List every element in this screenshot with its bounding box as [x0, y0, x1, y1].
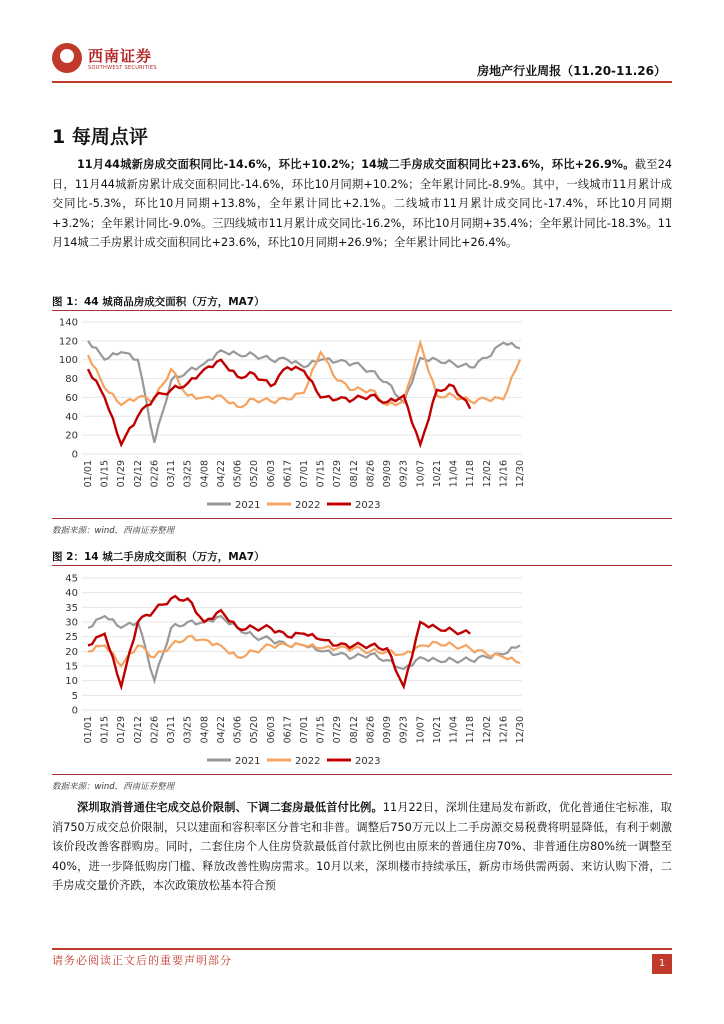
- figure-2-source: 数据来源：wind，西南证券整理: [52, 782, 175, 792]
- x-tick-label: 12/16: [498, 716, 510, 744]
- x-tick-label: 03/25: [182, 716, 194, 744]
- y-tick-label: 100: [58, 355, 78, 367]
- y-tick-label: 30: [65, 617, 78, 629]
- y-tick-label: 35: [65, 602, 78, 614]
- x-tick-label: 11/18: [465, 460, 477, 488]
- x-tick-label: 02/26: [149, 460, 161, 488]
- x-tick-label: 01/01: [83, 716, 94, 744]
- x-tick-label: 11/18: [465, 716, 477, 744]
- x-tick-label: 12/16: [498, 460, 510, 488]
- x-tick-label: 06/03: [265, 716, 277, 744]
- x-tick-label: 01/15: [99, 460, 111, 488]
- y-tick-label: 40: [65, 588, 78, 600]
- series-line-2021: [88, 616, 520, 681]
- company-logo: [52, 43, 162, 77]
- figure-2-title: 图 2：14 城二手房成交面积（万方，MA7）: [52, 551, 265, 563]
- x-tick-label: 07/01: [299, 460, 310, 488]
- y-tick-label: 25: [65, 632, 78, 644]
- x-tick-label: 11/04: [448, 460, 460, 488]
- y-tick-label: 120: [58, 336, 78, 348]
- x-tick-label: 01/15: [99, 716, 111, 744]
- y-tick-label: 40: [65, 411, 78, 423]
- x-tick-label: 03/11: [166, 460, 178, 488]
- x-tick-label: 05/20: [249, 460, 261, 488]
- paragraph-body: 11月22日，深圳住建局发布新政，优化普通住宅标准，取消750万成交总价限制，只以建面和容积率区分普宅和非普。调整后750万元以上二手房源交易税费将明显降低，有利于刺激该价段改善客群购房。同时，二套住房个人住房贷款最低首付款比例也由原来的普通住房70%、非普通住房80%统一调整至40%，进一步降低购房门槛、释放改善性购房需求。10月以来，深圳楼市持续承压，新房市场供需两弱、来访认购下滑，二手房成交量价齐跌，本次政策放松基本符合预: [52, 801, 672, 892]
- x-tick-label: 04/08: [199, 716, 211, 744]
- x-tick-label: 03/11: [166, 716, 178, 744]
- paragraph-shenzhen-policy: [52, 798, 672, 896]
- y-tick-label: 60: [65, 392, 78, 404]
- chart-14-city-resale-sales: [52, 570, 672, 772]
- x-tick-label: 10/07: [415, 460, 427, 488]
- x-tick-label: 03/25: [182, 460, 194, 488]
- x-tick-label: 10/21: [431, 716, 443, 744]
- x-tick-label: 12/30: [515, 460, 526, 488]
- figure-1-title: 图 1：44 城商品房成交面积（万方，MA7）: [52, 296, 265, 308]
- x-tick-label: 11/04: [448, 716, 460, 744]
- legend-label: 2022: [295, 500, 321, 511]
- x-tick-label: 07/15: [315, 460, 327, 488]
- x-tick-label: 05/06: [232, 460, 244, 488]
- legend-label: 2021: [235, 756, 261, 767]
- x-tick-label: 09/23: [398, 716, 410, 744]
- y-tick-label: 0: [71, 705, 78, 717]
- x-tick-label: 05/20: [249, 716, 261, 744]
- section-title: 1 每周点评: [52, 126, 148, 148]
- figure-1-top-rule: [52, 310, 672, 311]
- x-tick-label: 06/17: [282, 460, 294, 488]
- y-tick-label: 10: [65, 676, 78, 688]
- x-tick-label: 10/21: [431, 460, 443, 488]
- legend-label: 2021: [235, 500, 261, 511]
- page-number: 1: [652, 954, 672, 974]
- x-tick-label: 02/26: [149, 716, 161, 744]
- footer-divider: [52, 948, 672, 950]
- report-title: 房地产行业周报（11.20-11.26）: [477, 64, 666, 78]
- logo-name-cn: 西南证券: [88, 47, 153, 65]
- y-tick-label: 0: [71, 449, 78, 461]
- x-tick-label: 02/12: [132, 460, 144, 488]
- x-tick-label: 12/02: [481, 716, 493, 744]
- x-tick-label: 01/01: [83, 460, 94, 488]
- paragraph-lead: 深圳取消普通住宅成交总价限制、下调二套房最低首付比例。: [77, 801, 383, 814]
- x-tick-label: 08/26: [365, 716, 377, 744]
- y-tick-label: 140: [58, 317, 78, 329]
- y-tick-label: 15: [65, 661, 78, 673]
- x-tick-label: 06/17: [282, 716, 294, 744]
- x-tick-label: 09/23: [398, 460, 410, 488]
- legend-label: 2022: [295, 756, 321, 767]
- x-tick-label: 08/26: [365, 460, 377, 488]
- paragraph-lead: 11月44城新房成交面积同比-14.6%，环比+10.2%；14城二手房成交面积同比+23.6%，环比+26.9%。: [77, 158, 635, 171]
- paragraph-weekly-review: [52, 155, 672, 253]
- x-tick-label: 04/22: [215, 460, 227, 488]
- x-tick-label: 08/12: [348, 460, 360, 488]
- x-tick-label: 09/09: [382, 460, 394, 488]
- figure-2-top-rule: [52, 565, 672, 566]
- x-tick-label: 10/07: [415, 716, 427, 744]
- figure-1-bottom-rule: [52, 518, 672, 519]
- x-tick-label: 07/01: [299, 716, 310, 744]
- x-tick-label: 04/08: [199, 460, 211, 488]
- y-tick-label: 5: [71, 690, 78, 702]
- x-tick-label: 01/29: [116, 460, 128, 488]
- x-tick-label: 05/06: [232, 716, 244, 744]
- paragraph-body: 截至24日，11月44城新房累计成交面积同比-14.6%，环比10月同期+10.2%；全年累计同比-8.9%。其中，一线城市11月累计成交同比-5.3%，环比10月同期+13.8%，全年累计同比+2.1%。二线城市11月累计成交同比-17.4%，环比10月同期+3.2%；全年累计同比-9.0%。三四线城市11月累计成交同比-16.2%，环比10月同期+35.4%；全年累计同比-18.3%。11月14城二手房累计成交面积同比+23.6%，环比10月同期+26.9%；全年累计同比+26.4%。: [52, 158, 672, 249]
- y-tick-label: 20: [65, 430, 78, 442]
- x-tick-label: 01/29: [116, 716, 128, 744]
- x-tick-label: 07/29: [332, 460, 344, 488]
- x-tick-label: 12/30: [515, 716, 526, 744]
- logo-emblem-icon: [52, 43, 82, 73]
- x-tick-label: 02/12: [132, 716, 144, 744]
- x-tick-label: 09/09: [382, 716, 394, 744]
- x-tick-label: 08/12: [348, 716, 360, 744]
- chart-44-city-new-home-sales: [52, 314, 672, 516]
- figure-2-bottom-rule: [52, 774, 672, 775]
- footer-disclaimer: 请务必阅读正文后的重要声明部分: [52, 954, 232, 967]
- x-tick-label: 07/29: [332, 716, 344, 744]
- x-tick-label: 06/03: [265, 460, 277, 488]
- x-tick-label: 12/02: [481, 460, 493, 488]
- legend-label: 2023: [355, 500, 381, 511]
- legend-label: 2023: [355, 756, 381, 767]
- y-tick-label: 20: [65, 646, 78, 658]
- header-divider: [52, 81, 672, 83]
- logo-name-en: SOUTHWEST SECURITIES: [88, 65, 157, 71]
- x-tick-label: 04/22: [215, 716, 227, 744]
- figure-1-source: 数据来源：wind，西南证券整理: [52, 526, 175, 536]
- x-tick-label: 07/15: [315, 716, 327, 744]
- y-tick-label: 80: [65, 374, 78, 386]
- y-tick-label: 45: [65, 573, 78, 585]
